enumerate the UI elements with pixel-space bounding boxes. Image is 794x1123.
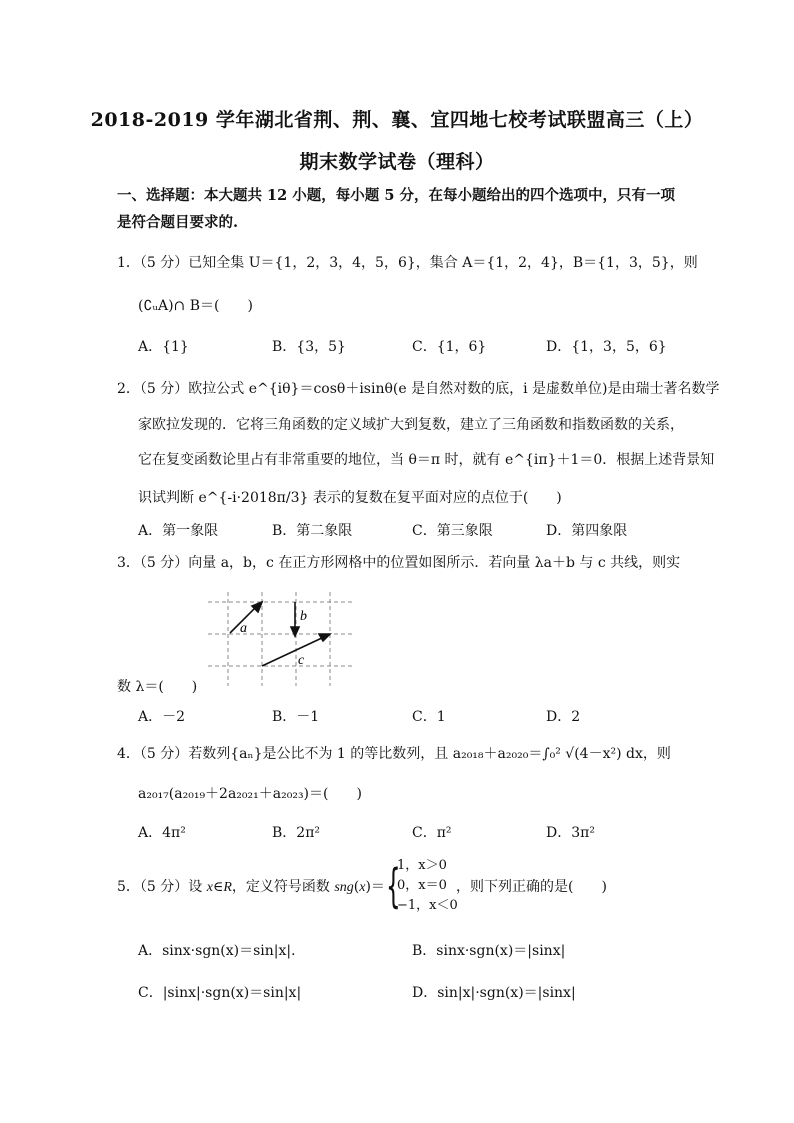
q2-option-d: D．第四象限 — [546, 523, 628, 539]
q5-case-2: 0，x＝0 — [397, 878, 447, 893]
q1-stem-line1: 1．（5 分）已知全集 U＝{1，2，3，4，5，6}，集合 A＝{1，2，4}，B＝{1，3，5}，则 — [117, 255, 698, 271]
q5-piecewise-brace: { — [386, 859, 401, 913]
q2-stem-line4: 识试判断 e^{-i·2018π/3} 表示的复数在复平面对应的点位于( ) — [138, 490, 562, 506]
vector-c-arrowhead — [319, 634, 330, 641]
label-a: a — [240, 621, 247, 636]
q2-stem-line1: 2．（5 分）欧拉公式 e^{iθ}＝cosθ＋isinθ(e 是自然对数的底，i 是虚数单位)是由瑞士著名数学 — [117, 381, 720, 397]
q5-stem-suffix: ，则下列正确的是( ) — [456, 879, 607, 895]
q3-option-b: B．－1 — [272, 709, 320, 725]
q5-stem-prefix: 5．（5 分）设 x∈R，定义符号函数 sng(x)＝ — [117, 879, 385, 895]
q3-option-a: A．－2 — [138, 709, 186, 725]
q2-option-c: C．第三象限 — [412, 523, 493, 539]
q4-option-b: B．2π² — [272, 825, 321, 841]
q2-option-a: A．第一象限 — [138, 523, 219, 539]
q3-stem-line2: 数 λ＝( ) — [117, 679, 198, 695]
q4-stem-line1: 4．（5 分）若数列{aₙ}是公比不为 1 的等比数列，且 a₂₀₁₈＋a₂₀₂₀＝∫₀² √(4－x²) dx，则 — [117, 746, 671, 762]
q4-stem-line2: a₂₀₁₇(a₂₀₁₉＋2a₂₀₂₁＋a₂₀₂₃)＝( ) — [138, 786, 362, 802]
q1-option-d: D．{1，3，5，6} — [546, 339, 667, 355]
q4-option-a: A．4π² — [138, 825, 186, 841]
q1-option-a: A．{1} — [138, 339, 189, 355]
q5-option-c: C．|sinx|·sgn(x)＝sin|x| — [138, 985, 302, 1001]
exam-title-line1: 2018-2019 学年湖北省荆、荆、襄、宜四地七校考试联盟高三（上） — [90, 109, 704, 131]
q5-option-a: A．sinx·sgn(x)＝sin|x|． — [138, 943, 306, 959]
q2-stem-line3: 它在复变函数论里占有非常重要的地位，当 θ＝π 时，就有 e^{iπ}＋1＝0．根据上述背景知 — [138, 452, 715, 468]
vector-c-line — [262, 637, 324, 666]
q4-option-d: D．3π² — [546, 825, 595, 841]
q5-case-3: −1，x＜0 — [397, 898, 458, 913]
q2-option-b: B．第二象限 — [272, 523, 353, 539]
q3-option-c: C．1 — [412, 709, 446, 725]
q1-option-b: B．{3，5} — [272, 339, 346, 355]
section-heading: 一、选择题：本大题共 12 小题，每小题 5 分，在每小题给出的四个选项中，只有一项是符合题目要求的. — [117, 187, 675, 231]
q5-piecewise-cases — [397, 856, 458, 916]
label-b: b — [300, 609, 307, 624]
q5-option-d: D．sin|x|·sgn(x)＝|sinx| — [412, 985, 576, 1001]
q1-option-c: C．{1，6} — [412, 339, 487, 355]
q5-option-b: B．sinx·sgn(x)＝|sinx| — [412, 943, 566, 959]
label-c: c — [298, 653, 305, 668]
grid-lines — [208, 592, 352, 686]
q3-option-d: D．2 — [546, 709, 581, 725]
q4-option-c: C．π² — [412, 825, 452, 841]
vector-b-arrowhead — [291, 627, 299, 636]
q1-stem-line2: (∁ᵤA)∩ B＝( ) — [138, 298, 253, 314]
q5-case-1: 1，x＞0 — [397, 858, 447, 873]
q5-stem-line1 — [117, 876, 385, 896]
vector-grid-figure — [200, 590, 360, 690]
q2-stem-line2: 家欧拉发现的．它将三角函数的定义域扩大到复数，建立了三角函数和指数函数的关系， — [138, 417, 684, 433]
q3-stem-line1: 3．（5 分）向量 a，b，c 在正方形网格中的位置如图所示．若向量 λa＋b 与 c 共线，则实 — [117, 555, 681, 571]
exam-title-line2: 期末数学试卷（理科） — [299, 151, 495, 173]
